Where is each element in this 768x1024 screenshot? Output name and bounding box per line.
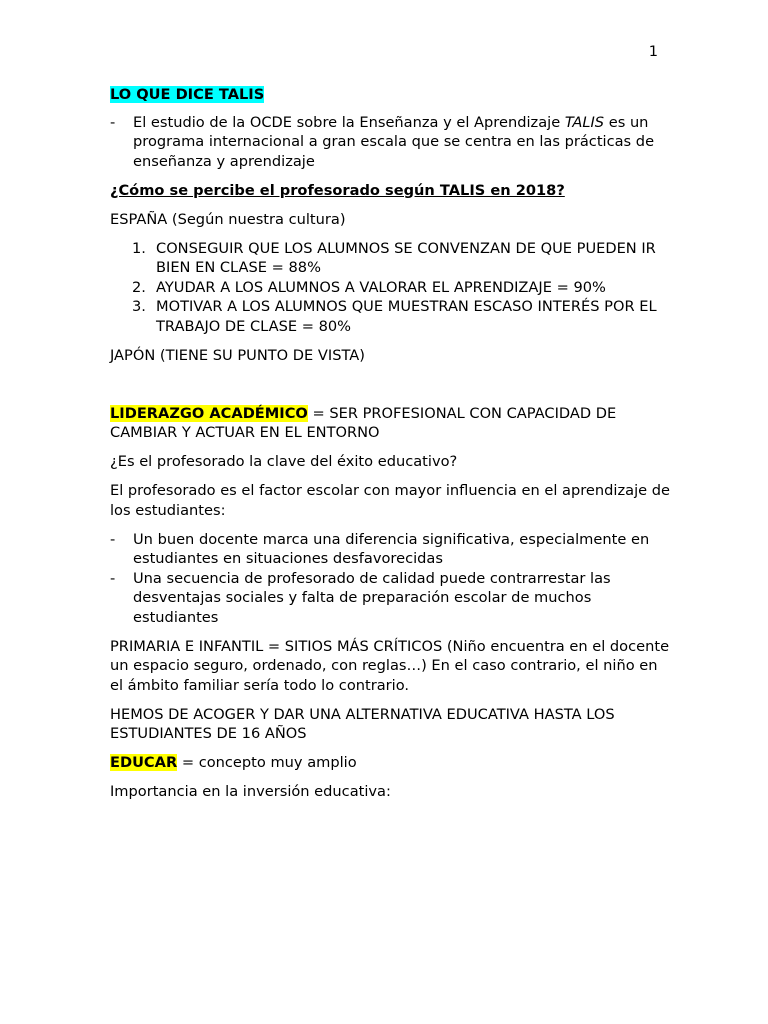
factor-list <box>110 530 670 628</box>
japan-label: JAPÓN (TIENE SU PUNTO DE VISTA) <box>110 346 365 364</box>
page-number: 1 <box>648 43 658 60</box>
spain-list <box>110 239 670 337</box>
dash-marker: - <box>110 113 116 131</box>
intro-item <box>110 113 670 172</box>
educar-text: = concepto muy amplio <box>177 754 357 771</box>
list-number: 3. <box>132 298 146 315</box>
list-item <box>110 530 670 569</box>
dash-marker: - <box>110 530 116 548</box>
intro-text-before: El estudio de la OCDE sobre la Enseñanza y el Aprendizaje <box>133 113 565 131</box>
document-body <box>110 85 670 811</box>
intro-text-italic: TALIS <box>564 113 605 131</box>
section-heading <box>110 85 670 105</box>
dash-marker: - <box>110 569 116 587</box>
list-item-text: MOTIVAR A LOS ALUMNOS QUE MUESTRAN ESCASO INTERÉS POR EL TRABAJO DE CLASE = 80% <box>156 298 657 335</box>
spain-label: ESPAÑA (Según nuestra cultura) <box>110 210 346 228</box>
leadership-paragraph <box>110 404 670 443</box>
inversion-paragraph: Importancia en la inversión educativa: <box>110 783 391 800</box>
list-item-text: Una secuencia de profesorado de calidad puede contrarrestar las desventajas sociales y falta de preparación escolar de muchos estudiantes <box>133 569 611 626</box>
list-item <box>110 569 670 628</box>
acoger-paragraph: HEMOS DE ACOGER Y DAR UNA ALTERNATIVA EDUCATIVA HASTA LOS ESTUDIANTES DE 16 AÑOS <box>110 705 615 742</box>
factor-paragraph: El profesorado es el factor escolar con mayor influencia en el aprendizaje de los estudiantes: <box>110 482 670 519</box>
educar-paragraph <box>110 753 670 773</box>
list-item-text: CONSEGUIR QUE LOS ALUMNOS SE CONVENZAN DE QUE PUEDEN IR BIEN EN CLASE = 88% <box>156 239 656 276</box>
leadership-highlight: LIDERAZGO ACADÉMICO <box>110 404 308 422</box>
question-title-text: ¿Cómo se percibe el profesorado según TALIS en 2018? <box>110 181 565 199</box>
key-question: ¿Es el profesorado la clave del éxito educativo? <box>110 453 458 470</box>
list-item <box>110 278 670 298</box>
leadership-text: = SER PROFESIONAL CON CAPACIDAD DE CAMBIAR Y ACTUAR EN EL ENTORNO <box>110 404 617 441</box>
intro-text-after: es un programa internacional a gran escala que se centra en las prácticas de enseñanza y aprendizaje <box>133 113 655 170</box>
educar-highlight: EDUCAR <box>110 754 178 771</box>
question-title <box>110 181 670 201</box>
list-number: 1. <box>132 239 146 257</box>
list-item <box>110 297 670 336</box>
heading-highlight: LO QUE DICE TALIS <box>110 86 265 103</box>
empty-paragraph <box>110 375 670 395</box>
list-item-text: Un buen docente marca una diferencia significativa, especialmente en estudiantes en situaciones desfavorecidas <box>133 530 650 567</box>
primaria-paragraph: PRIMARIA E INFANTIL = SITIOS MÁS CRÍTICOS (Niño encuentra en el docente un espacio seguro, ordenado, con reglas…) En el caso contrario, el niño en el ámbito familiar sería todo lo contrario. <box>110 637 670 694</box>
list-number: 2. <box>132 278 146 296</box>
list-item-text: AYUDAR A LOS ALUMNOS A VALORAR EL APRENDIZAJE = 90% <box>156 278 606 296</box>
list-item <box>110 239 670 278</box>
